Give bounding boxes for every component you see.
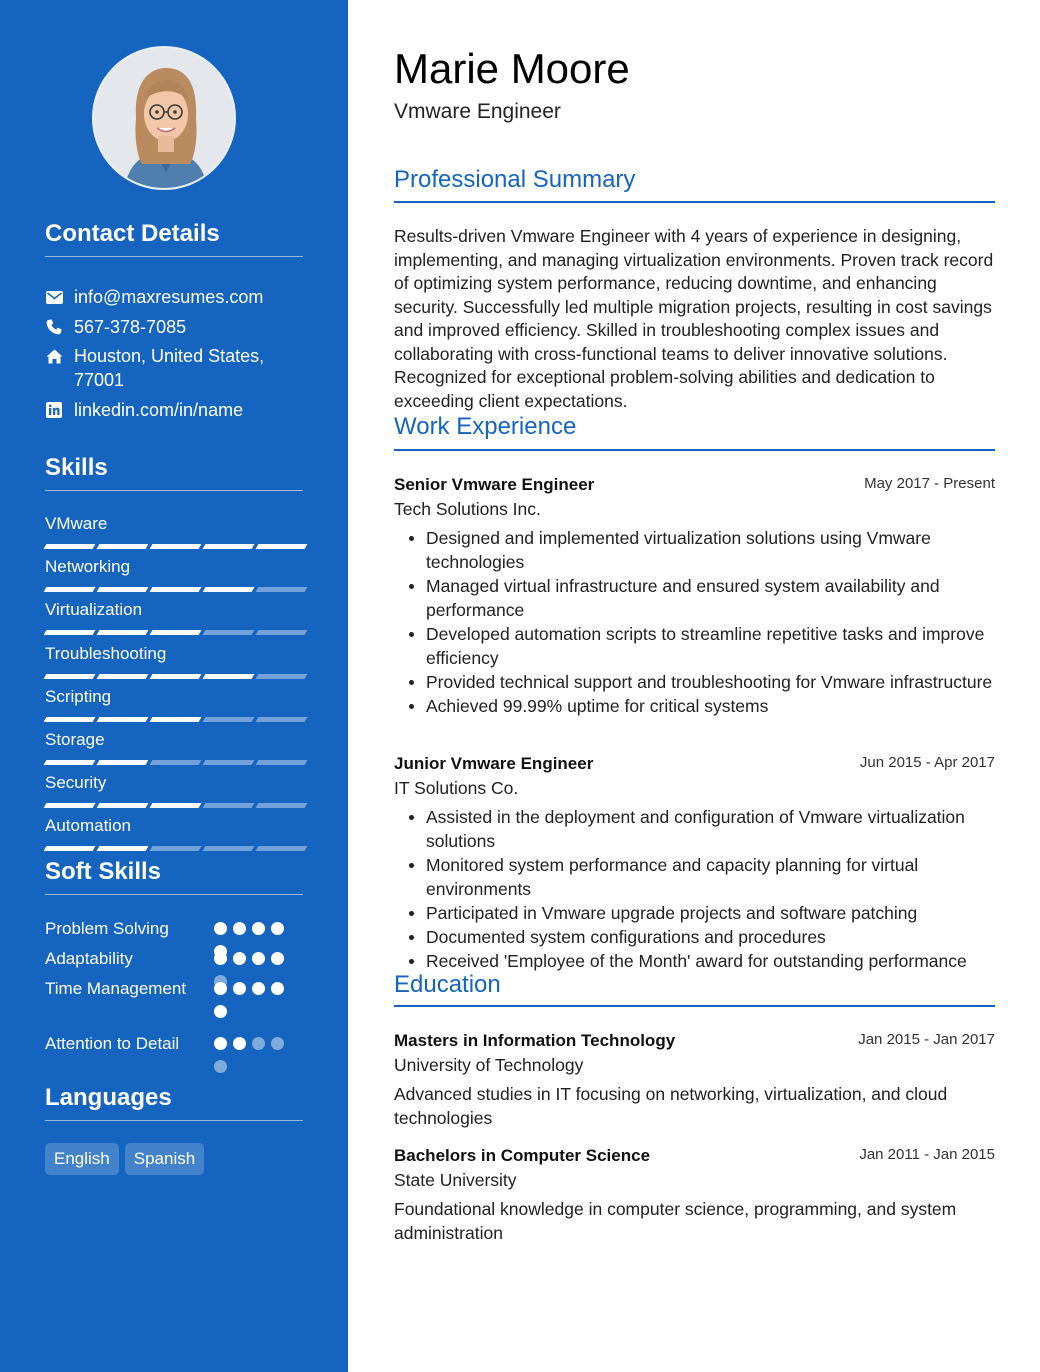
languages-heading: Languages (45, 1084, 172, 1111)
skill-level-bar (45, 674, 306, 679)
job-entry (394, 753, 995, 973)
contact-phone[interactable] (45, 315, 315, 339)
skill-level-segment (44, 544, 96, 549)
job-bullets (394, 805, 995, 973)
experience-heading: Work Experience (394, 413, 577, 440)
soft-skill-name-attention-to-detail: Attention to Detail (45, 1034, 180, 1053)
language-tag-english: English (45, 1143, 119, 1175)
skill-level-segment (44, 803, 96, 808)
rating-dot (252, 922, 265, 935)
skill-level-segment (44, 587, 96, 592)
skill-level-segment (97, 717, 149, 722)
skill-name-troubleshooting: Troubleshooting (45, 643, 167, 663)
skill-level-segment (256, 674, 308, 679)
rating-dot (214, 1037, 227, 1050)
job-bullet: Received 'Employee of the Month' award for outstanding performance (394, 949, 995, 973)
rating-dot (214, 1005, 227, 1018)
phone-icon (45, 315, 63, 339)
skill-level-segment (150, 674, 202, 679)
candidate-title: Vmware Engineer (394, 100, 561, 123)
skill-level-segment (97, 803, 149, 808)
skill-name-virtualization: Virtualization (45, 600, 143, 620)
contact-address (45, 344, 315, 392)
skill-level-segment (256, 630, 308, 635)
skill-level-segment (97, 760, 149, 765)
summary-heading: Professional Summary (394, 166, 636, 193)
rating-dot (233, 982, 246, 995)
skill-level-segment (203, 803, 255, 808)
skills-divider (45, 490, 303, 491)
skill-level-bar (45, 630, 306, 635)
skill-level-segment (256, 544, 308, 549)
school-name: University of Technology (394, 1055, 584, 1075)
envelope-icon (45, 285, 63, 309)
skill-level-segment (150, 760, 202, 765)
rating-dot (214, 1060, 227, 1073)
skill-level-segment (97, 630, 149, 635)
skill-level-segment (150, 803, 202, 808)
job-title: Junior Vmware Engineer (394, 754, 594, 773)
skill-level-segment (44, 760, 96, 765)
rating-dot (214, 952, 227, 965)
contact-email[interactable] (45, 285, 315, 309)
profile-photo (92, 46, 236, 190)
skill-level-segment (150, 544, 202, 549)
summary-text: Results-driven Vmware Engineer with 4 years of experience in designing, implementing, and managing virtualization environments. Proven track record of optimizing system performance, reducing downtime, and enhancing security. Successfully led multiple migration projects, resulting in cost savings and improved efficiency. Skilled in troubleshooting complex issues and collaborating with cross-functional teams to deliver innovative solutions. Recognized for exceptional problem-solving abilities and dedication to exceeding client expectations. (394, 226, 994, 411)
skill-level-segment (203, 544, 255, 549)
home-icon (45, 344, 63, 368)
rating-dot (271, 952, 284, 965)
skill-level-bar (45, 760, 306, 765)
job-dates: May 2017 - Present (864, 475, 995, 492)
education-dates: Jan 2011 - Jan 2015 (859, 1146, 995, 1163)
rating-dot (271, 982, 284, 995)
rating-dot (233, 952, 246, 965)
job-title: Senior Vmware Engineer (394, 475, 595, 494)
rating-dot (271, 922, 284, 935)
rating-dot (271, 1037, 284, 1050)
skill-name-vmware: VMware (45, 514, 108, 533)
skill-name-storage: Storage (45, 730, 105, 749)
candidate-name: Marie Moore (394, 45, 630, 92)
skill-name-scripting: Scripting (45, 686, 112, 706)
skill-level-segment (256, 760, 308, 765)
experience-divider (394, 449, 995, 451)
education-heading: Education (394, 971, 501, 998)
job-company: IT Solutions Co. (394, 778, 519, 798)
job-bullet: Achieved 99.99% uptime for critical systems (394, 694, 995, 718)
phone-text: 567-378-7085 (74, 317, 187, 337)
languages-list (45, 1143, 204, 1175)
skill-level-bar (45, 717, 306, 722)
job-bullet: Documented system configurations and procedures (394, 925, 995, 949)
skill-level-segment (256, 803, 308, 808)
address-text: Houston, United States, 77001 (74, 346, 265, 390)
job-bullet: Developed automation scripts to streamline repetitive tasks and improve efficiency (394, 622, 995, 670)
skill-level-bar (45, 587, 306, 592)
job-bullets (394, 526, 995, 718)
soft-skill-rating (214, 982, 294, 1018)
language-tag-spanish: Spanish (125, 1143, 204, 1175)
degree-title: Masters in Information Technology (394, 1031, 676, 1050)
job-dates: Jun 2015 - Apr 2017 (859, 754, 995, 771)
contact-heading: Contact Details (45, 220, 220, 247)
linkedin-icon (45, 398, 63, 422)
education-description: Advanced studies in IT focusing on networking, virtualization, and cloud technologies (394, 1084, 948, 1128)
skill-level-segment (44, 674, 96, 679)
skill-level-segment (256, 587, 308, 592)
skill-name-networking: Networking (45, 557, 131, 577)
contact-linkedin[interactable] (45, 398, 315, 422)
skill-level-segment (97, 674, 149, 679)
rating-dot (252, 982, 265, 995)
soft-skill-rating (214, 1037, 294, 1073)
soft-skill-name-time-management: Time Management (45, 979, 187, 998)
job-entry (394, 474, 995, 718)
skill-name-automation: Automation (45, 816, 131, 836)
languages-divider (45, 1120, 303, 1121)
summary-divider (394, 201, 995, 203)
sidebar (0, 0, 348, 1372)
skill-level-bar (45, 846, 306, 851)
rating-dot (252, 952, 265, 965)
skill-level-segment (44, 717, 96, 722)
skill-level-bar (45, 544, 306, 549)
job-bullet: Participated in Vmware upgrade projects and software patching (394, 901, 995, 925)
education-divider (394, 1005, 995, 1007)
rating-dot (252, 1037, 265, 1050)
rating-dot (233, 922, 246, 935)
skill-level-segment (203, 717, 255, 722)
skill-level-segment (97, 846, 149, 851)
education-entry (394, 1030, 995, 1130)
education-description: Foundational knowledge in computer science, programming, and system administration (394, 1199, 957, 1243)
job-bullet: Provided technical support and troubleshooting for Vmware infrastructure (394, 670, 995, 694)
soft-skill-name-problem-solving: Problem Solving (45, 919, 169, 938)
soft-skills-heading: Soft Skills (45, 858, 162, 885)
education-dates: Jan 2015 - Jan 2017 (858, 1031, 995, 1048)
rating-dot (233, 1037, 246, 1050)
education-entry (394, 1145, 995, 1245)
skill-level-segment (97, 544, 149, 549)
rating-dot (214, 922, 227, 935)
job-bullet: Assisted in the deployment and configuration of Vmware virtualization solutions (394, 805, 995, 853)
skill-level-segment (150, 587, 202, 592)
school-name: State University (394, 1170, 517, 1190)
skill-level-segment (44, 846, 96, 851)
skill-level-segment (150, 717, 202, 722)
skill-name-security: Security (45, 773, 107, 793)
job-company: Tech Solutions Inc. (394, 499, 541, 519)
skill-level-segment (256, 846, 308, 851)
soft-skill-name-adaptability: Adaptability (45, 949, 133, 968)
job-bullet: Designed and implemented virtualization solutions using Vmware technologies (394, 526, 995, 574)
linkedin-text: linkedin.com/in/name (74, 400, 244, 420)
main-content (348, 0, 1040, 1372)
skill-level-segment (203, 587, 255, 592)
skill-level-segment (256, 717, 308, 722)
contact-divider (45, 256, 303, 257)
skill-level-segment (203, 846, 255, 851)
skill-level-segment (150, 846, 202, 851)
degree-title: Bachelors in Computer Science (394, 1146, 651, 1165)
rating-dot (214, 982, 227, 995)
soft-skills-divider (45, 894, 303, 895)
skill-level-segment (44, 630, 96, 635)
skill-level-segment (150, 630, 202, 635)
skill-level-bar (45, 803, 306, 808)
skill-level-segment (97, 587, 149, 592)
skill-level-segment (203, 630, 255, 635)
job-bullet: Managed virtual infrastructure and ensured system availability and performance (394, 574, 995, 622)
skill-level-segment (203, 760, 255, 765)
skills-heading: Skills (45, 454, 108, 481)
skill-level-segment (203, 674, 255, 679)
job-bullet: Monitored system performance and capacity planning for virtual environments (394, 853, 995, 901)
email-text: info@maxresumes.com (74, 287, 264, 307)
